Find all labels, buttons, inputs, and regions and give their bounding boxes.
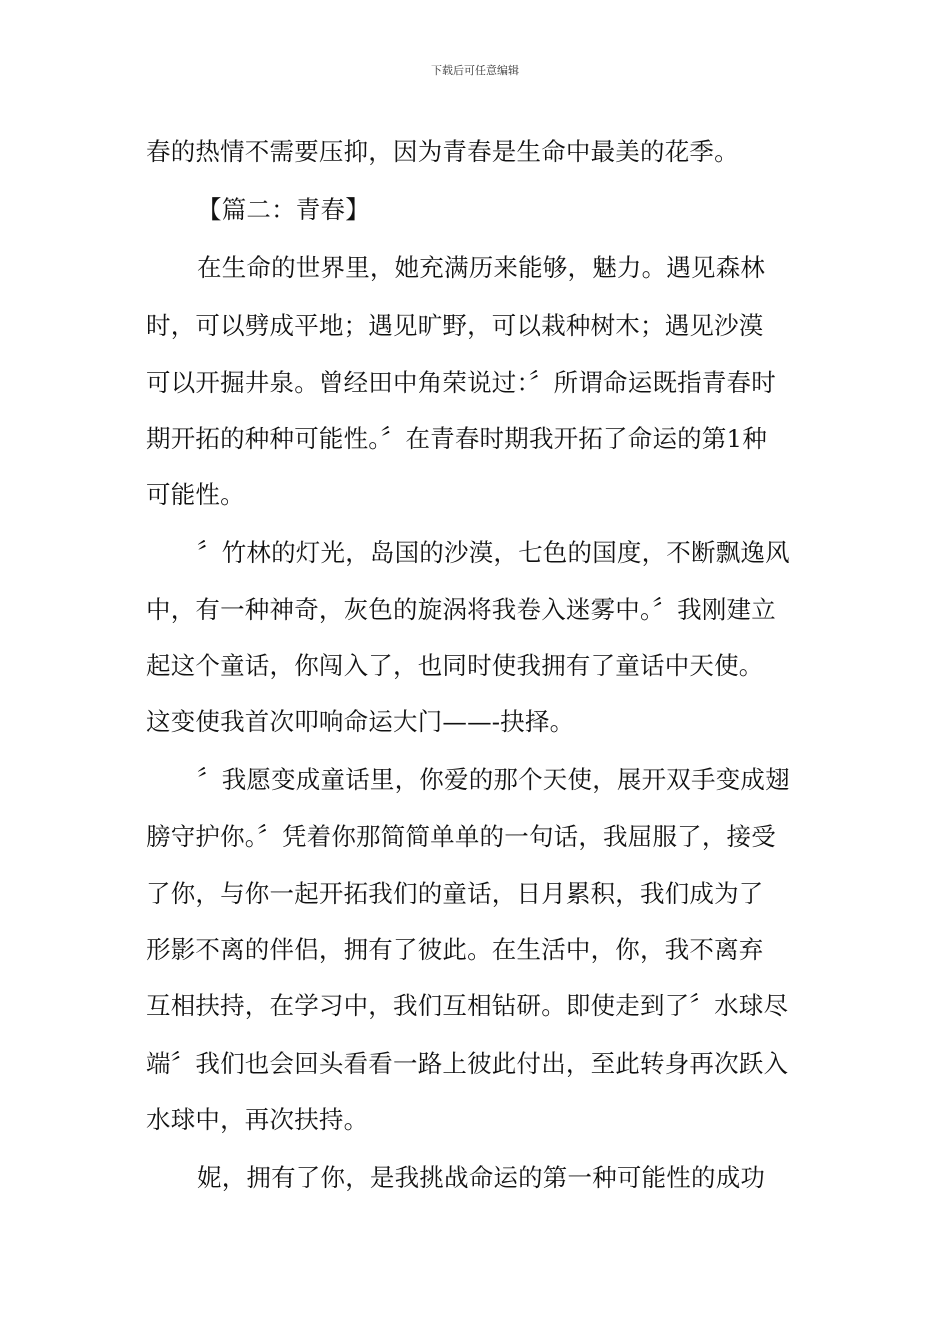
paragraph-line: 这变使我首次叩响命运大门——-抉择。 (146, 707, 575, 736)
paragraph-line: 可以开掘井泉。曾经田中角荣说过：〞所谓命运既指青春时 (146, 368, 776, 397)
paragraph-line: 〞我愿变成童话里，你爱的那个天使，展开双手变成翅 (197, 765, 790, 794)
section-heading: 【篇二：青春】 (197, 195, 370, 224)
paragraph-line: 时，可以劈成平地；遇见旷野，可以栽种树木；遇见沙漠 (146, 311, 764, 340)
paragraph-line: 了你，与你一起开拓我们的童话，日月累积，我们成为了 (146, 879, 764, 908)
paragraph-line: 期开拓的种种可能性。〞在青春时期我开拓了命运的第1种 (146, 424, 768, 453)
paragraph-line: 端〞我们也会回头看看一路上彼此付出，至此转身再次跃入 (146, 1049, 789, 1078)
paragraph-line: 互相扶持，在学习中，我们互相钻研。即使走到了〞水球尽 (146, 991, 789, 1020)
paragraph-line: 膀守护你。〞凭着你那简简单单的一句话，我屈服了，接受 (146, 822, 776, 851)
paragraph-line: 在生命的世界里，她充满历来能够，魅力。遇见森林 (197, 253, 766, 282)
paragraph-line: 起这个童话，你闯入了，也同时使我拥有了童话中天使。 (146, 651, 764, 680)
paragraph-line: 水球中，再次扶持。 (146, 1105, 369, 1134)
paragraph-line: 春的热情不需要压抑，因为青春是生命中最美的花季。 (146, 137, 739, 166)
paragraph-line: 可能性。 (146, 480, 245, 509)
paragraph-line: 〞竹林的灯光，岛国的沙漠，七色的国度，不断飘逸风 (197, 538, 790, 567)
paragraph-line: 形影不离的伴侣，拥有了彼此。在生活中，你，我不离弃 (146, 935, 764, 964)
paragraph-line: 妮，拥有了你，是我挑战命运的第一种可能性的成功 (197, 1163, 766, 1192)
paragraph-line: 中，有一种神奇，灰色的旋涡将我卷入迷雾中。〞我刚建立 (146, 595, 776, 624)
page-header: 下载后可任意编辑 (431, 64, 519, 77)
